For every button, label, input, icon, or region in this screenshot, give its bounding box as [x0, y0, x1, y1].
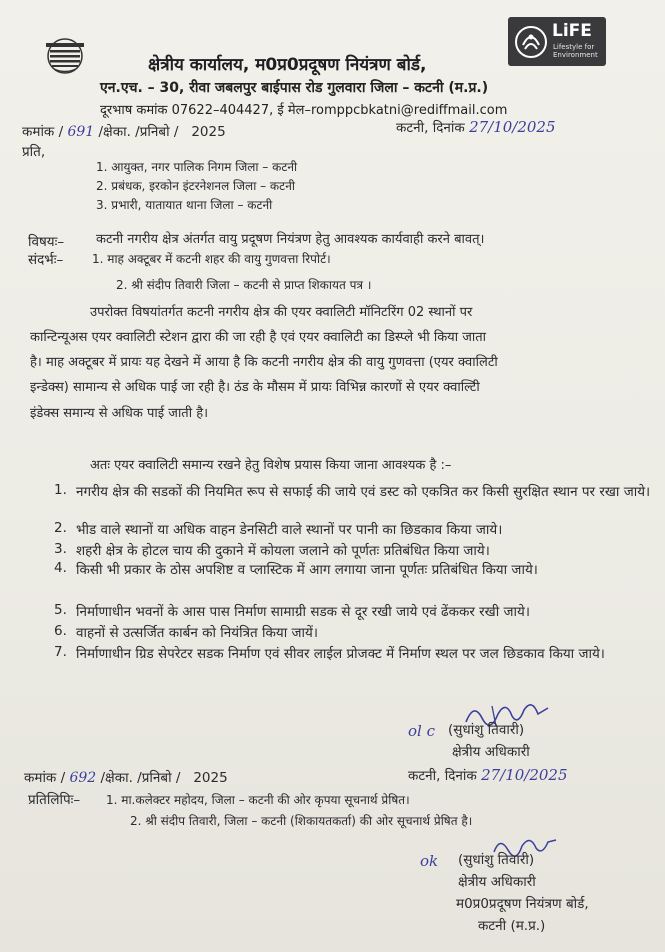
list-item — [54, 644, 644, 684]
signature-initial: ok — [420, 852, 439, 870]
subject-text: कटनी नगरीय क्षेत्र अंतर्गत वायु प्रदूषण नियंत्रण हेतु आवश्यक कार्यवाही करने बावत्। — [96, 232, 485, 247]
list-item-number: 2. — [54, 520, 67, 536]
list-item-number: 7. — [54, 644, 67, 660]
reference-number-top: कमांक / 691 /क्षेका. /प्रनिबो / 2025 — [22, 124, 226, 140]
reference-suffix: /क्षेका. /प्रनिबो / — [100, 770, 181, 786]
list-item-number: 3. — [54, 541, 67, 557]
reference-date-bottom — [408, 766, 568, 784]
body-line-2: कान्टिन्यूअस एयर क्वालिटी स्टेशन द्वारा की जा रही है एवं एयर क्वालिटी का डिस्प्ले भी किया जाता — [30, 330, 487, 345]
body-line-4: इन्डेक्स) सामान्य से अधिक पाई जा रही है। ठंड के मौसम में प्रायः विभिन्न कारणों से एयर क्वाल्टिी — [30, 380, 480, 395]
list-item-text: किसी भी प्रकार के ठोस अपशिष्ट व प्लास्टिक में आग लगाया जाना पूर्णतः प्रतिबंधित किया जाये। — [76, 562, 538, 578]
list-item-text: भीड वाले स्थानों या अधिक वाहन डेनसिटी वाले स्थानों पर पानी का छिडकाव किया जाये। — [76, 522, 503, 538]
office-address: एन.एच. – 30, रीवा जबलपुर बाईपास रोड गुलवारा जिला – कटनी (म.प्र.) — [100, 80, 489, 96]
signatory-board: म0प्र0प्रदूषण नियंत्रण बोर्ड, — [456, 896, 589, 912]
signature-initial: ol c — [408, 722, 435, 740]
life-logo-tagline: Lifestyle for Environment — [553, 43, 598, 59]
body-line-5: इंडेक्स समान्य से अधिक पाई जाती है। — [30, 406, 209, 421]
list-item-number: 1. — [54, 482, 67, 498]
reference-date-top — [396, 118, 556, 136]
date-handwritten: 27/10/2025 — [481, 766, 568, 784]
list-item — [54, 541, 644, 561]
list-item-number: 5. — [54, 602, 67, 618]
list-item-text: वाहनों से उत्सर्जित कार्बन को नियंत्रित किया जायें। — [76, 625, 318, 641]
list-item-number: 6. — [54, 623, 67, 639]
reference-item-2: 2. श्री संदीप तिवारी जिला – कटनी से प्राप्त शिकायत पत्र । — [116, 278, 372, 292]
body-line-3: है। माह अक्टूबर में प्रायः यह देखने में आया है कि कटनी नगरीय क्षेत्र की वायु गुणवत्ता (एयर क्वालिटी — [30, 355, 498, 370]
reference-year: 2025 — [193, 770, 228, 786]
subject-label: विषयः– — [28, 234, 65, 250]
recipient-1: 1. आयुक्त, नगर पालिक निगम जिला – कटनी — [96, 160, 298, 174]
list-item — [54, 560, 644, 600]
prati-label: प्रति, — [22, 144, 46, 160]
board-emblem-icon — [40, 34, 90, 76]
recipient-3: 3. प्रभारी, यातायात थाना जिला – कटनी — [96, 198, 273, 212]
list-item — [54, 520, 644, 540]
signatory-place: कटनी (म.प्र.) — [478, 918, 546, 934]
reference-suffix: /क्षेका. /प्रनिबो / — [98, 124, 179, 140]
list-item-text: निर्माणाधीन ग्रिड सेपरेटर सडक निर्माण एवं सीवर लाईल प्रोजक्ट में निर्माण स्थल पर जल छिडकाव किया जाये। — [76, 646, 605, 662]
date-handwritten: 27/10/2025 — [469, 118, 556, 136]
reference-item-1: 1. माह अक्टूबर में कटनी शहर की वायु गुणवत्ता रिपोर्ट। — [92, 252, 331, 266]
reference-label: कमांक — [24, 770, 57, 786]
reference-number-handwritten: 692 — [69, 770, 97, 786]
signatory-name: (सुधांशु तिवारी) — [458, 852, 535, 868]
life-mark-icon — [514, 25, 548, 59]
copy-to-item-1: 1. मा.कलेक्टर महोदय, जिला – कटनी की ओर कृपया सूचनार्थ प्रेषित। — [106, 793, 410, 807]
signatory-designation: क्षेत्रीय अधिकारी — [452, 744, 530, 760]
recipient-2: 2. प्रबंधक, इरकोन इंटरनेशनल जिला – कटनी — [96, 179, 295, 193]
list-item — [54, 602, 644, 622]
list-item — [54, 623, 644, 643]
list-item-number: 4. — [54, 560, 67, 576]
body-line-1: उपरोक्त विषयांतर्गत कटनी नगरीय क्षेत्र की एयर क्वालिटी मॉनिटरिंग 02 स्थानों पर — [90, 305, 473, 320]
list-item-text: नगरीय क्षेत्र की सडकों की नियमित रूप से सफाई की जाये एवं डस्ट को एकत्रित कर किसी सुरक्षित स्थान पर रखा जाये। — [76, 484, 651, 500]
signatory-designation: क्षेत्रीय अधिकारी — [458, 874, 536, 890]
reference-number-handwritten: 691 — [67, 124, 95, 140]
place-date-label: कटनी, दिनांक — [396, 120, 465, 136]
life-logo-text: LiFE — [552, 21, 592, 41]
intro-line: अतः एयर क्वालिटी समान्य रखने हेतु विशेष प्रयास किया जाना आवश्यक है :– — [90, 458, 452, 473]
list-item-text: शहरी क्षेत्र के होटल चाय की दुकाने में कोयला जलाने को पूर्णतः प्रतिबंधित किया जाये। — [76, 543, 490, 559]
office-title: क्षेत्रीय कार्यालय, म0प्र0प्रदूषण नियंत्रण बोर्ड, — [148, 55, 427, 75]
copy-to-item-2: 2. श्री संदीप तिवारी, जिला – कटनी (शिकायतकर्ता) की ओर सूचनार्थ प्रेषित है। — [130, 814, 473, 828]
place-date-label: कटनी, दिनांक — [408, 768, 477, 784]
life-logo — [508, 17, 606, 66]
list-item-text: निर्माणाधीन भवनों के आस पास निर्माण सामाग्री सडक से दूर रखी जाये एवं ढेंककर रखी जाये। — [76, 604, 530, 620]
reference-year: 2025 — [191, 124, 226, 140]
signatory-name: (सुधांशु तिवारी) — [448, 722, 525, 738]
list-item — [54, 482, 651, 522]
reference-label: कमांक — [22, 124, 55, 140]
references-label: संदर्भः– — [28, 252, 64, 268]
reference-number-bottom: कमांक / 692 /क्षेका. /प्रनिबो / 2025 — [24, 770, 228, 786]
office-contact: दूरभाष कमांक 07622–404427, ई मेल–romppcbkatni@rediffmail.com — [100, 103, 508, 118]
copy-to-label: प्रतिलिपिः– — [28, 792, 81, 808]
